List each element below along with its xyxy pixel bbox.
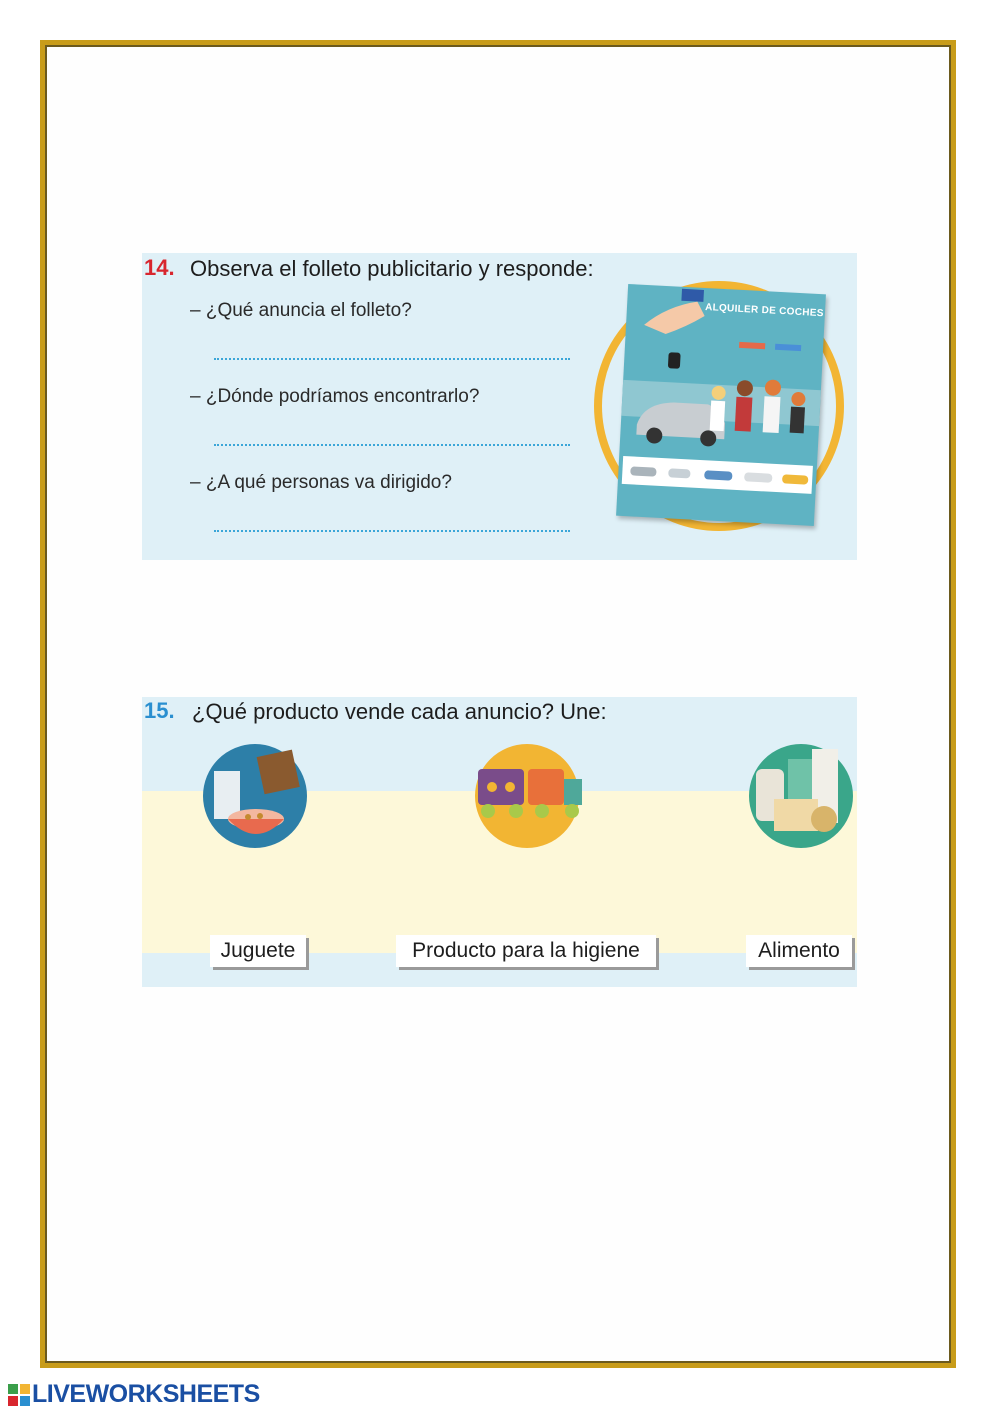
hygiene-products-icon[interactable]: [746, 741, 856, 851]
label-juguete[interactable]: Juguete: [210, 935, 306, 967]
liveworksheets-logo: [8, 1380, 260, 1409]
exercise-title: Observa el folleto publicitario y responde:: [190, 256, 594, 281]
label-alimento[interactable]: Alimento: [746, 935, 852, 967]
answer-field-1[interactable]: [214, 358, 570, 360]
flyer-illustration: [594, 277, 856, 539]
exercise-number: 15.: [144, 698, 175, 723]
food-ad-badge: [200, 741, 310, 851]
exercise-14-panel: [142, 253, 857, 560]
flyer-title: ALQUILER DE COCHES: [704, 302, 824, 320]
liveworksheets-logo-icon: [8, 1384, 30, 1406]
logo-text: LIVEWORKSHEETS: [32, 1380, 260, 1408]
exercise-title: ¿Qué producto vende cada anuncio? Une:: [192, 699, 607, 724]
cereal-milk-icon[interactable]: [200, 741, 310, 851]
exercise-number: 14.: [144, 255, 175, 280]
question-1: – ¿Qué anuncia el folleto?: [190, 300, 412, 321]
question-2: – ¿Dónde podríamos encontrarlo?: [190, 386, 480, 407]
answer-field-2[interactable]: [214, 444, 570, 446]
toy-ad-badge: [472, 741, 582, 851]
question-3: – ¿A qué personas va dirigido?: [190, 472, 452, 493]
answer-field-3[interactable]: [214, 530, 570, 532]
car-rental-flyer: [616, 284, 826, 526]
toy-train-icon[interactable]: [472, 741, 582, 851]
label-producto-higiene[interactable]: Producto para la higiene: [396, 935, 656, 967]
hygiene-ad-badge: [746, 741, 856, 851]
exercise-15-panel: [142, 697, 857, 987]
